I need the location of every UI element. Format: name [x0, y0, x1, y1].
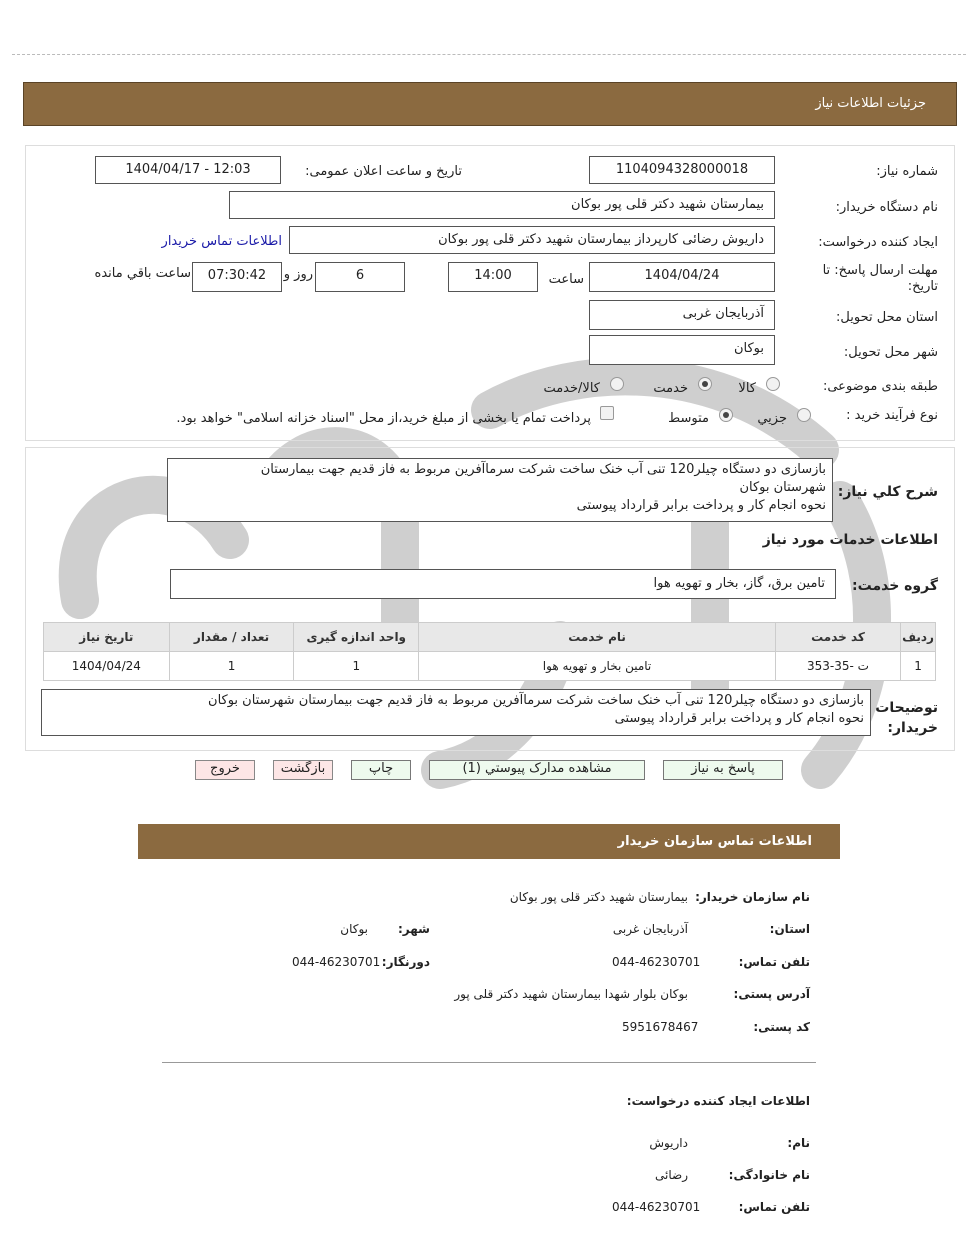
top-divider: [12, 54, 966, 55]
remaining-time-field: 07:30:42: [192, 262, 282, 292]
category-radio-goods-service[interactable]: [610, 377, 624, 391]
deadline-label: مهلت ارسال پاسخ: تا تاریخ:: [822, 263, 938, 294]
col-row: ردیف: [901, 623, 936, 652]
col-date: تاریخ نیاز: [44, 623, 170, 652]
creator-phone-label: تلفن تماس:: [738, 1200, 810, 1214]
cell-date: 1404/04/24: [44, 652, 170, 681]
purchase-radio-medium[interactable]: [719, 408, 733, 422]
buyer-org-label: نام دستگاه خریدار:: [835, 200, 938, 215]
contact-divider: [162, 1062, 816, 1063]
col-name: نام خدمت: [419, 623, 776, 652]
col-quantity: تعداد / مقدار: [169, 623, 294, 652]
buyer-notes-line-1: بازسازی دو دستگاه چیلر120 تنی آب خنک ساخت شرکت سرماآفرین مربوط به فاز قدیم جهت بیمارستان شهرستان بوکان: [208, 693, 864, 708]
service-group-field: تامین برق، گاز، بخار و تهویه هوا: [170, 569, 836, 599]
deadline-time-label: ساعت: [548, 272, 584, 287]
contact-phone-label: تلفن تماس:: [738, 955, 810, 969]
buyer-notes-box: [41, 689, 871, 736]
col-code: کد خدمت: [775, 623, 900, 652]
category-option-goods-service: کالا/خدمت: [543, 381, 600, 396]
exit-button[interactable]: خروج: [195, 760, 255, 780]
cell-unit: 1: [294, 652, 419, 681]
treasury-payment-note: پرداخت تمام یا بخشی از مبلغ خرید،از محل "اسناد خزانه اسلامی" خواهد بود.: [176, 411, 591, 426]
category-radio-goods[interactable]: [766, 377, 780, 391]
deadline-date-field: 1404/04/24: [589, 262, 775, 292]
summary-box: [167, 458, 833, 522]
city-label: شهر محل تحویل:: [843, 345, 938, 360]
contact-phone-value: 044-46230701: [612, 955, 701, 969]
remaining-label: ساعت باقي مانده: [94, 266, 191, 281]
contact-postal-value: 5951678467: [622, 1020, 699, 1034]
announce-field: 1404/04/17 - 12:03: [95, 156, 281, 184]
contact-postal-label: کد پستی:: [753, 1020, 810, 1034]
cell-row: 1: [901, 652, 936, 681]
purchase-type-label: نوع فرآیند خرید :: [846, 408, 938, 423]
contact-address-value: بوکان بلوار شهدا بیمارستان شهید دکتر قلی پور: [454, 987, 688, 1001]
cell-quantity: 1: [169, 652, 294, 681]
creator-first-name-value: داریوش: [649, 1136, 688, 1150]
services-table: [43, 622, 936, 681]
creator-field: داریوش رضائی کارپرداز بیمارستان شهید دکتر قلی پور بوکان: [289, 226, 775, 254]
cell-name: تامین بخار و تهویه هوا: [419, 652, 776, 681]
category-option-service: خدمت: [653, 381, 688, 396]
contact-fax-label: دورنگار:: [381, 955, 430, 969]
creator-last-name-label: نام خانوادگی:: [728, 1168, 810, 1182]
buyer-contact-link[interactable]: اطلاعات تماس خریدار: [161, 234, 282, 249]
summary-line-1: بازسازی دو دستگاه چیلر120 تنی آب خنک ساخت شرکت سرماآفرین مربوط به فاز قدیم جهت بیمارستان: [260, 462, 826, 477]
contact-fax-value: 044-46230701: [292, 955, 381, 969]
need-number-label: شماره نیاز:: [876, 164, 938, 179]
contact-section-title: اطلاعات تماس سازمان خریدار: [617, 834, 812, 849]
contact-org-label: نام سازمان خریدار:: [695, 890, 810, 904]
table-row: [44, 652, 936, 681]
service-group-label: گروه خدمت:: [852, 578, 938, 594]
buyer-notes-label-line-1: توضیحات: [875, 700, 938, 716]
contact-city-label: شهر:: [398, 922, 430, 936]
announce-label: تاریخ و ساعت اعلان عمومی:: [305, 164, 462, 179]
deadline-time-field: 14:00: [448, 262, 538, 292]
purchase-option-small: جزیي: [757, 411, 787, 426]
view-attachments-button[interactable]: مشاهده مدارک پیوستي (1): [429, 760, 645, 780]
summary-line-2: شهرستان بوکان: [739, 480, 826, 495]
contact-city-value: بوکان: [340, 922, 368, 936]
need-number-field: 1104094328000018: [589, 156, 775, 184]
province-label: استان محل تحویل:: [836, 310, 938, 325]
buyer-notes-line-2: نحوه انجام کار و پرداخت برابر قرارداد پیوستی: [614, 711, 864, 726]
purchase-option-medium: متوسط: [668, 411, 709, 426]
print-button[interactable]: چاپ: [351, 760, 411, 780]
summary-label: شرح كلي نياز:: [837, 484, 938, 500]
page-title: جزئیات اطلاعات نیاز: [815, 96, 926, 111]
treasury-payment-checkbox[interactable]: [600, 406, 614, 420]
days-field: 6: [315, 262, 405, 292]
contact-address-label: آدرس پستی:: [733, 987, 810, 1001]
creator-info-title: اطلاعات ایجاد کننده درخواست:: [626, 1094, 810, 1108]
table-header-row: [44, 623, 936, 652]
creator-label: ایجاد کننده درخواست:: [818, 235, 938, 250]
contact-org-value: بیمارستان شهید دکتر قلی پور بوکان: [509, 890, 688, 904]
summary-line-3: نحوه انجام کار و پرداخت برابر قرارداد پیوستی: [576, 498, 826, 513]
col-unit: واحد اندازه گیری: [294, 623, 419, 652]
contact-section-header: [138, 824, 840, 859]
days-label: روز و: [283, 267, 313, 282]
purchase-radio-small[interactable]: [797, 408, 811, 422]
buyer-notes-label: [875, 698, 938, 738]
creator-phone-value: 044-46230701: [612, 1200, 701, 1214]
cell-code: ت -35-353: [775, 652, 900, 681]
category-option-goods: کالا: [738, 381, 756, 396]
province-field: آذربایجان غربی: [589, 300, 775, 330]
contact-province-value: آذربایجان غربی: [612, 922, 688, 936]
buyer-org-field: بیمارستان شهید دکتر قلی پور بوکان: [229, 191, 775, 219]
creator-first-name-label: نام:: [787, 1136, 810, 1150]
back-button[interactable]: بازگشت: [273, 760, 333, 780]
creator-last-name-value: رضائی: [655, 1168, 688, 1182]
reply-button[interactable]: پاسخ به نیاز: [663, 760, 783, 780]
city-field: بوکان: [589, 335, 775, 365]
contact-province-label: استان:: [769, 922, 810, 936]
buyer-notes-label-line-2: خریدار:: [887, 720, 938, 736]
page-header: [23, 82, 957, 126]
category-radio-service[interactable]: [698, 377, 712, 391]
services-section-title: اطلاعات خدمات مورد نیاز: [762, 532, 938, 548]
category-label: طبقه بندی موضوعی:: [822, 379, 938, 394]
